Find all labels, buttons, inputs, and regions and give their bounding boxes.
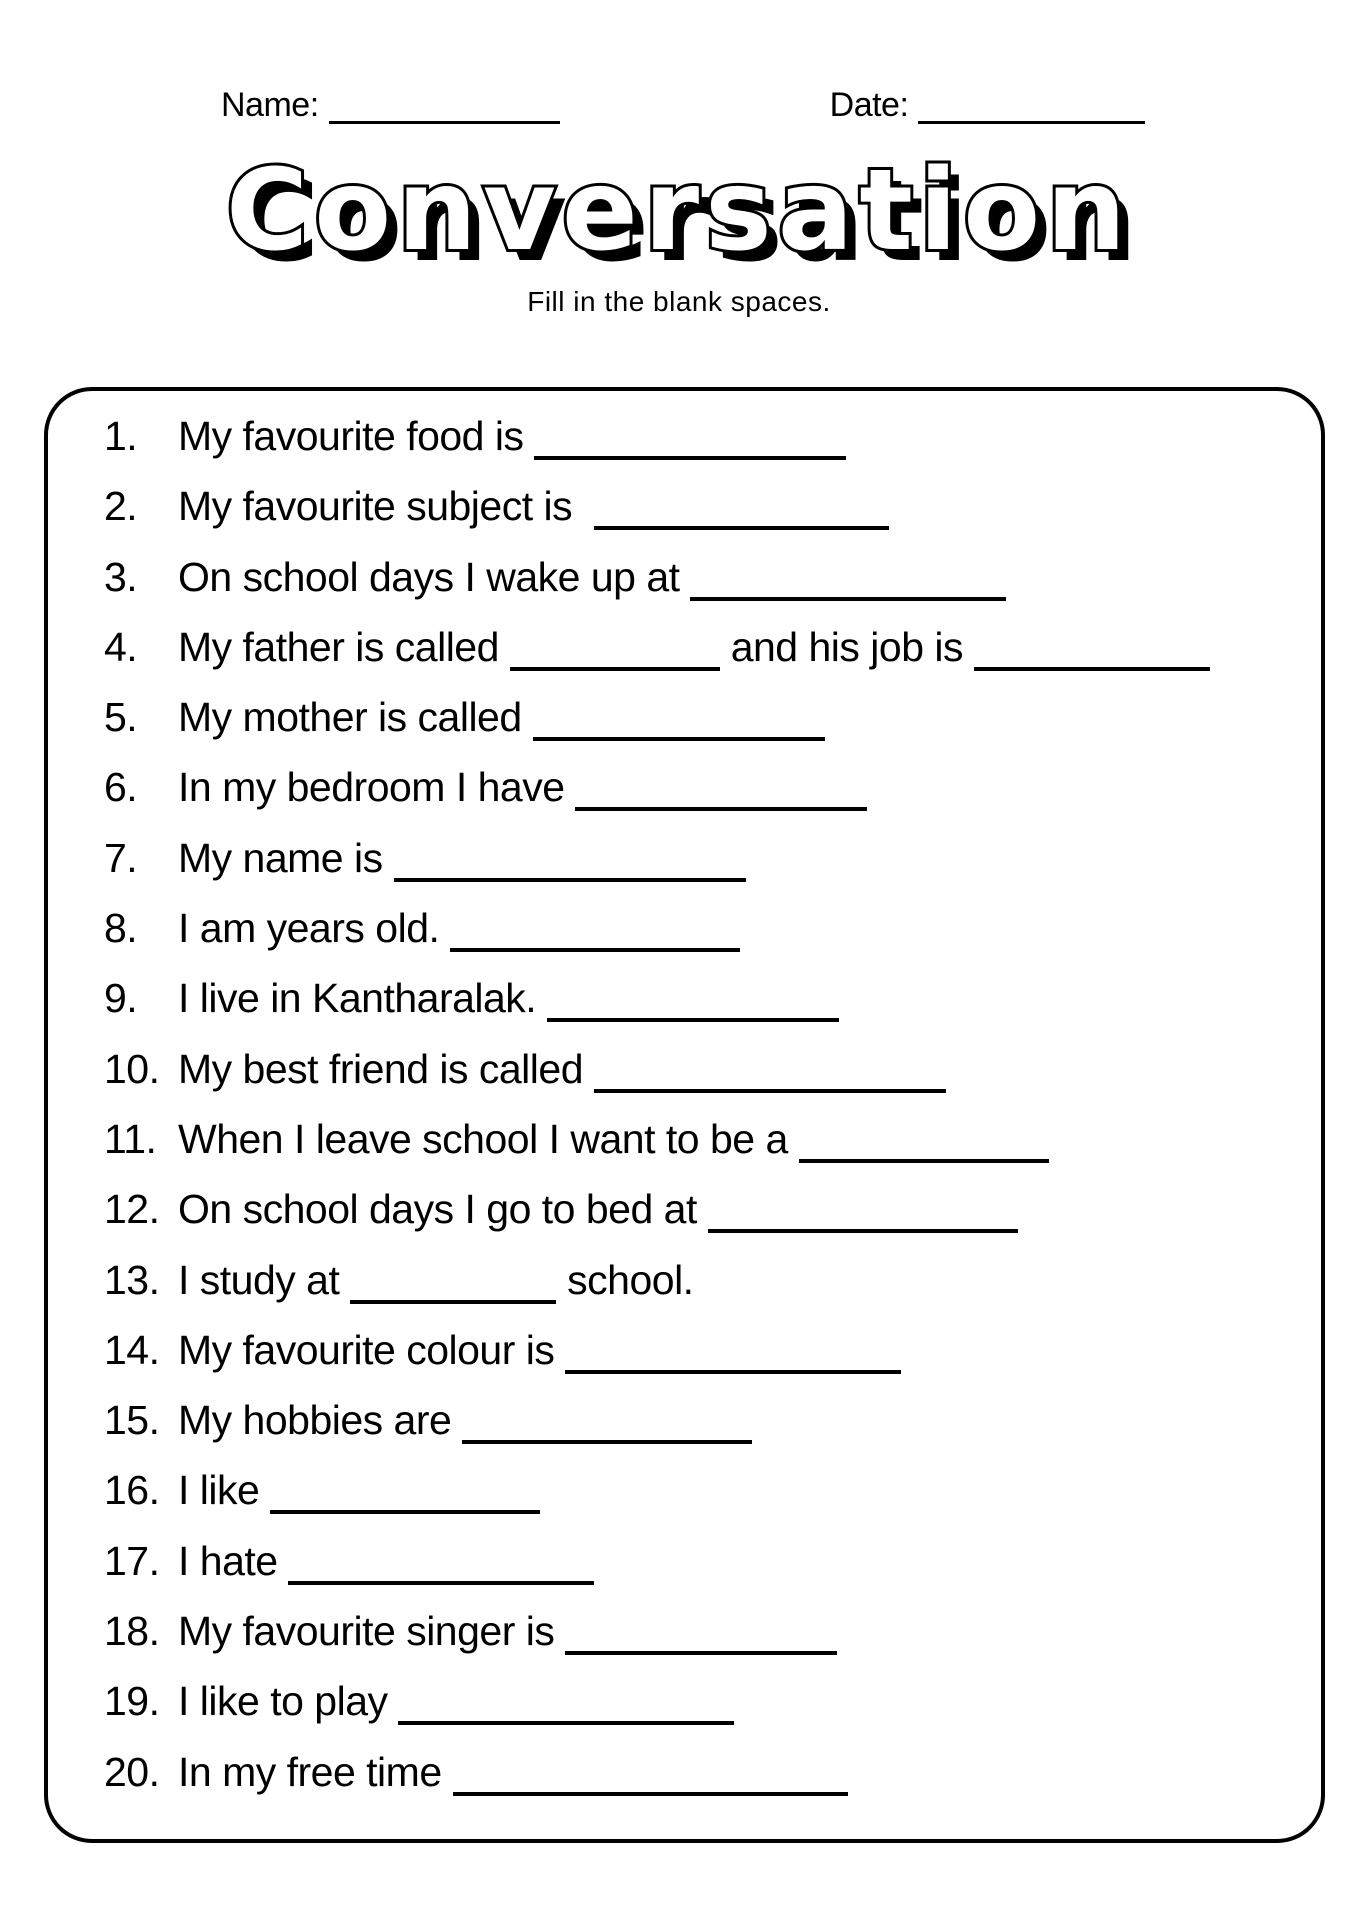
question-text: My favourite colour is	[178, 1326, 566, 1373]
questions-list	[104, 401, 1291, 1807]
question-row	[104, 1455, 1291, 1525]
question-body	[178, 1608, 837, 1654]
question-text: school.	[556, 1256, 694, 1303]
question-number: 17.	[104, 1537, 160, 1584]
fill-blank-line[interactable]	[462, 1440, 752, 1444]
question-text: In my bedroom I have	[178, 764, 576, 811]
question-number: 14.	[104, 1326, 160, 1373]
question-row	[104, 1104, 1291, 1174]
question-body	[178, 483, 889, 529]
question-body	[178, 975, 839, 1021]
fill-blank-line[interactable]	[565, 1651, 837, 1655]
question-row	[104, 823, 1291, 893]
worksheet-title: Conversation	[226, 146, 1132, 276]
question-text: I study at	[178, 1256, 351, 1303]
question-row	[104, 752, 1291, 822]
name-date-row	[0, 86, 1358, 125]
fill-blank-line[interactable]	[394, 878, 746, 882]
question-row	[104, 1526, 1291, 1596]
question-row	[104, 401, 1291, 471]
question-row	[104, 963, 1291, 1033]
worksheet-subtitle: Fill in the blank spaces.	[527, 285, 831, 317]
question-number: 7.	[104, 834, 138, 881]
question-text: On school days I wake up at	[178, 553, 691, 600]
question-body	[178, 1257, 694, 1303]
question-row	[104, 1174, 1291, 1244]
name-blank-line[interactable]	[329, 121, 560, 124]
fill-blank-line[interactable]	[350, 1300, 556, 1304]
name-label: Name:	[221, 86, 319, 124]
question-text: In my free time	[178, 1748, 453, 1795]
fill-blank-line[interactable]	[270, 1510, 540, 1514]
question-body	[178, 1678, 734, 1724]
question-row	[104, 893, 1291, 963]
question-number: 12.	[104, 1186, 160, 1233]
title-block	[0, 147, 1358, 276]
fill-blank-line[interactable]	[547, 1018, 839, 1022]
question-body	[178, 1116, 1049, 1162]
question-body	[178, 1046, 946, 1092]
question-row	[104, 1245, 1291, 1315]
question-body	[178, 1397, 752, 1443]
question-body	[178, 835, 746, 881]
question-number: 1.	[104, 413, 138, 459]
question-text: When I leave school I want to be a	[178, 1115, 799, 1162]
fill-blank-line[interactable]	[799, 1159, 1049, 1163]
question-body	[178, 905, 740, 951]
question-body	[178, 1186, 1018, 1232]
question-text: I live in Kantharalak.	[178, 975, 548, 1022]
question-number: 15.	[104, 1397, 160, 1444]
question-text: and his job is	[719, 623, 974, 670]
fill-blank-line[interactable]	[974, 667, 1210, 671]
question-number: 13.	[104, 1256, 160, 1303]
date-blank-line[interactable]	[918, 121, 1145, 124]
question-text: On school days I go to bed at	[178, 1186, 708, 1233]
question-body	[178, 1538, 594, 1584]
question-text: I like to play	[178, 1678, 399, 1725]
question-body	[178, 1327, 901, 1373]
question-number: 3.	[104, 553, 138, 600]
date-label: Date:	[829, 86, 909, 124]
question-text: I am years old.	[178, 905, 451, 952]
question-number: 5.	[104, 694, 138, 741]
question-body	[178, 1749, 848, 1795]
question-row	[104, 1737, 1291, 1807]
question-text: I like	[178, 1467, 271, 1514]
question-row	[104, 1596, 1291, 1666]
question-text: My favourite food is	[178, 413, 535, 459]
question-body	[178, 624, 1210, 670]
fill-blank-line[interactable]	[510, 667, 720, 671]
question-number: 4.	[104, 623, 138, 670]
question-text: My hobbies are	[178, 1397, 463, 1444]
questions-box	[44, 387, 1325, 1843]
question-text: My best friend is called	[178, 1045, 594, 1092]
fill-blank-line[interactable]	[288, 1581, 594, 1585]
question-number: 16.	[104, 1467, 160, 1514]
fill-blank-line[interactable]	[398, 1721, 734, 1725]
question-number: 9.	[104, 975, 138, 1022]
fill-blank-line[interactable]	[450, 948, 740, 952]
question-text: I hate	[178, 1537, 289, 1584]
question-body	[178, 694, 825, 740]
fill-blank-line[interactable]	[534, 456, 846, 460]
question-number: 8.	[104, 905, 138, 952]
question-number: 2.	[104, 483, 138, 530]
question-row	[104, 1666, 1291, 1736]
fill-blank-line[interactable]	[594, 1089, 946, 1093]
question-body	[178, 554, 1006, 600]
question-text: My mother is called	[178, 694, 533, 741]
question-row	[104, 1315, 1291, 1385]
fill-blank-line[interactable]	[575, 807, 867, 811]
fill-blank-line[interactable]	[565, 1370, 901, 1374]
question-row	[104, 682, 1291, 752]
fill-blank-line[interactable]	[533, 737, 825, 741]
fill-blank-line[interactable]	[708, 1229, 1018, 1233]
question-body	[178, 413, 846, 459]
question-number: 20.	[104, 1748, 160, 1795]
question-body	[178, 764, 867, 810]
question-text: My father is called	[178, 623, 510, 670]
question-row	[104, 471, 1291, 541]
question-number: 19.	[104, 1678, 160, 1725]
question-row	[104, 542, 1291, 612]
question-row	[104, 1034, 1291, 1104]
question-text: My name is	[178, 834, 394, 881]
fill-blank-line[interactable]	[594, 526, 889, 530]
question-number: 18.	[104, 1608, 160, 1655]
question-number: 6.	[104, 764, 138, 811]
fill-blank-line[interactable]	[453, 1792, 848, 1796]
question-body	[178, 1467, 540, 1513]
question-text: My favourite subject is	[178, 483, 594, 530]
question-row	[104, 612, 1291, 682]
question-text: My favourite singer is	[178, 1608, 566, 1655]
fill-blank-line[interactable]	[690, 597, 1006, 601]
question-number: 11.	[104, 1115, 157, 1162]
question-row	[104, 1385, 1291, 1455]
question-number: 10.	[104, 1045, 160, 1092]
